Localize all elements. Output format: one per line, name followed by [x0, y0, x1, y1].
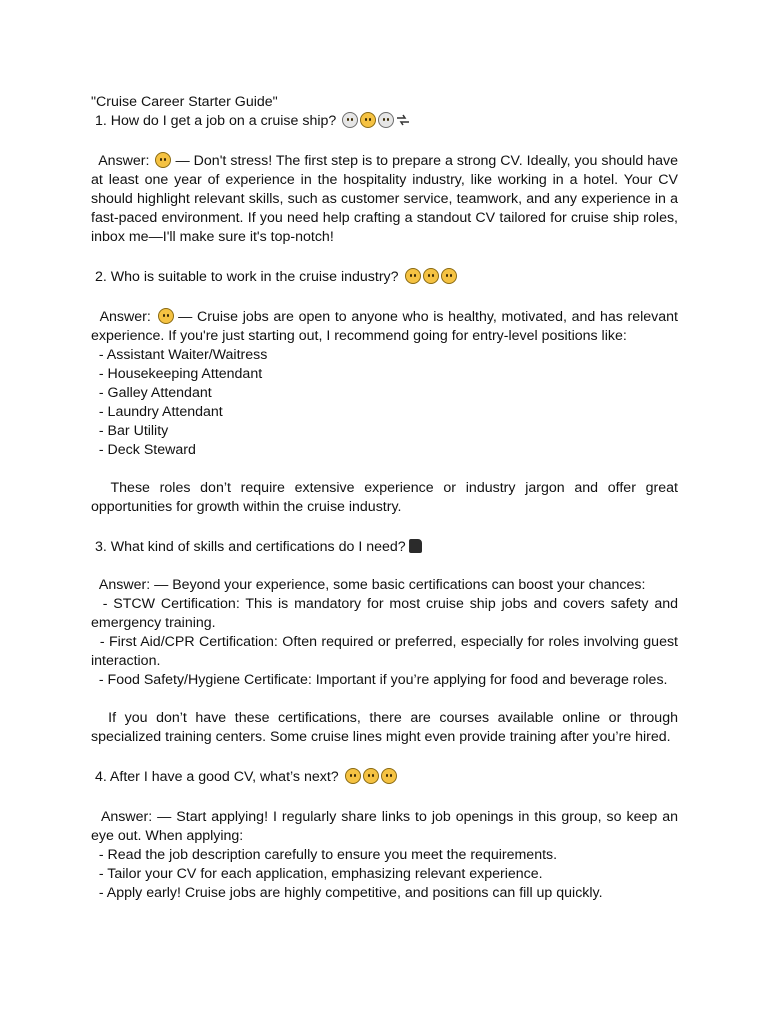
cert-item: - First Aid/CPR Certification: Often required or preferred, especially for roles involving guest interaction.: [91, 634, 682, 669]
document-page: [91, 93, 682, 903]
question-3: [91, 538, 678, 557]
smiling-sweat-face-icon: [158, 308, 174, 324]
doc-title: "Cruise Career Starter Guide": [91, 94, 278, 110]
worried-face-icon: [345, 768, 361, 784]
cert-item: - Food Safety/Hygiene Certificate: Important if you’re applying for food and beverage roles.: [91, 672, 668, 688]
list-item: - Apply early! Cruise jobs are highly competitive, and positions can fill up quickly.: [91, 885, 603, 901]
certs-closing: If you don’t have these certifications, there are courses available online or through specialized training centers. Some cruise lines might even provide training after you’re hired.: [91, 710, 682, 745]
answer-3-intro: Answer: — Beyond your experience, some basic certifications can boost your chances:: [91, 577, 646, 593]
arrows-icon: [396, 114, 410, 126]
list-item: - Tailor your CV for each application, emphasizing relevant experience.: [91, 866, 543, 882]
answer-2: [91, 308, 678, 346]
smirk-face-icon: [342, 112, 358, 128]
question-2: [91, 268, 678, 287]
answer-1: [91, 152, 678, 247]
answer-1-prefix: Answer:: [91, 153, 154, 169]
question-3-text: 3. What kind of skills and certifications do I need?: [91, 539, 406, 555]
sad-face-icon: [360, 112, 376, 128]
list-item: - Laundry Attendant: [91, 404, 223, 420]
relieved-face-icon: [155, 152, 171, 168]
question-2-text: 2. Who is suitable to work in the cruise industry?: [91, 269, 399, 285]
thinking-face-icon: [423, 268, 439, 284]
list-item: - Galley Attendant: [91, 385, 212, 401]
tips-list: [91, 846, 678, 903]
list-item: - Housekeeping Attendant: [91, 366, 263, 382]
list-item: - Deck Steward: [91, 442, 196, 458]
list-item: - Bar Utility: [91, 423, 169, 439]
grimace-face-icon: [378, 112, 394, 128]
answer-1-text: — Don't stress! The first step is to prepare a strong CV. Ideally, you should have at least one year of experience in the hospitality industry, like working in a hotel. Your CV should highlight relevant skills, such as customer service, teamwork, and any experience in a fast-paced environment. If you need help crafting a standout CV tailored for cruise ship roles, inbox me—I'll make sure it's top-notch!: [91, 153, 678, 245]
list-item: - Read the job description carefully to ensure you meet the requirements.: [91, 847, 558, 863]
roles-list: [91, 346, 678, 460]
question-4-text: 4. After I have a good CV, what’s next?: [91, 769, 339, 785]
answer-4-intro: Answer: — Start applying! I regularly share links to job openings in this group, so keep an eye out. When applying:: [91, 809, 682, 844]
answer-2-prefix: Answer:: [91, 309, 156, 325]
thinking-face-icon: [405, 268, 421, 284]
worried-face-icon: [381, 768, 397, 784]
question-1: [91, 112, 678, 131]
list-item: - Assistant Waiter/Waitress: [91, 347, 268, 363]
thinking-face-icon: [441, 268, 457, 284]
question-1-text: 1. How do I get a job on a cruise ship?: [91, 113, 337, 129]
roles-closing: These roles don’t require extensive experience or industry jargon and offer great opportunities for growth within the cruise industry.: [91, 480, 682, 515]
scroll-icon: [409, 539, 422, 553]
cert-item: - STCW Certification: This is mandatory for most cruise ship jobs and covers safety and emergency training.: [91, 596, 682, 631]
question-4: [91, 768, 678, 787]
worried-face-icon: [363, 768, 379, 784]
answer-2-text: — Cruise jobs are open to anyone who is healthy, motivated, and has relevant experience. If you're just starting out, I recommend going for entry-level positions like:: [91, 309, 678, 344]
